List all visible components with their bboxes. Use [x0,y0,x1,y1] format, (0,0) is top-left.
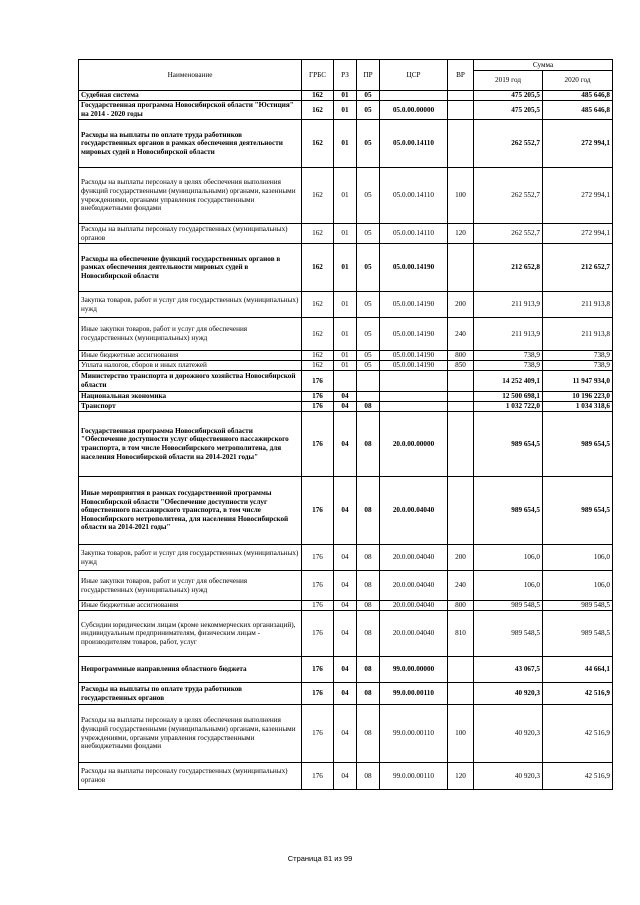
cell-csr: 05.0.00.14110 [380,224,448,244]
cell-2019: 12 500 698,1 [474,392,543,402]
cell-2020: 272 994,1 [543,224,613,244]
header-pr: ПР [357,60,380,91]
cell-vr [448,657,474,683]
cell-grbs: 162 [302,292,334,318]
cell-vr: 240 [448,571,474,601]
cell-2020: 989 654,5 [543,477,613,545]
cell-2020: 989 654,5 [543,412,613,477]
cell-pr: 08 [357,412,380,477]
cell-csr [380,371,448,392]
cell-rz: 01 [334,101,357,120]
budget-sheet [78,59,612,790]
cell-name: Расходы на выплаты персоналу государственных (муниципальных) органов [79,763,302,790]
cell-csr: 05.0.00.14190 [380,292,448,318]
cell-vr [448,371,474,392]
cell-2020: 10 196 223,0 [543,392,613,402]
cell-csr: 20.0.00.04040 [380,611,448,657]
cell-grbs: 162 [302,168,334,224]
cell-vr [448,683,474,705]
table-row [79,477,613,545]
cell-2020: 485 646,8 [543,101,613,120]
cell-pr [357,371,380,392]
cell-vr [448,392,474,402]
table-row [79,392,613,402]
cell-2019: 212 652,8 [474,244,543,292]
cell-pr: 05 [357,168,380,224]
cell-vr [448,120,474,168]
cell-csr: 99.0.00.00110 [380,705,448,763]
cell-grbs: 176 [302,412,334,477]
cell-csr: 05.0.00.14190 [380,244,448,292]
cell-rz: 04 [334,392,357,402]
cell-vr [448,91,474,101]
cell-csr: 99.0.00.00000 [380,657,448,683]
cell-grbs: 176 [302,402,334,412]
cell-grbs: 176 [302,657,334,683]
cell-grbs: 176 [302,601,334,611]
header-name: Наименование [79,60,302,91]
cell-pr: 08 [357,545,380,571]
cell-csr: 20.0.00.04040 [380,477,448,545]
cell-vr: 200 [448,545,474,571]
cell-2020: 485 646,8 [543,91,613,101]
cell-name: Иные закупки товаров, работ и услуг для обеспечения государственных (муниципальных) нужд [79,571,302,601]
cell-vr [448,402,474,412]
cell-2019: 40 920,3 [474,763,543,790]
cell-name: Расходы на выплаты персоналу государственных (муниципальных) органов [79,224,302,244]
table-row [79,318,613,351]
cell-rz: 04 [334,477,357,545]
cell-csr [380,392,448,402]
cell-pr: 08 [357,657,380,683]
cell-csr: 05.0.00.14190 [380,351,448,361]
cell-rz: 04 [334,763,357,790]
cell-csr: 99.0.00.00110 [380,763,448,790]
cell-grbs: 176 [302,392,334,402]
cell-rz: 04 [334,611,357,657]
cell-2019: 106,0 [474,545,543,571]
header-vr: ВР [448,60,474,91]
header-csr: ЦСР [380,60,448,91]
cell-2020: 989 548,5 [543,601,613,611]
page-footer: Страница 81 из 99 [287,854,353,863]
cell-name: Расходы на обеспечение функций государственных органов в рамках обеспечения деятельности мировых судей в Новосибирской области [79,244,302,292]
cell-name: Государственная программа Новосибирской области "Юстиция" на 2014 - 2020 годы [79,101,302,120]
cell-2020: 211 913,8 [543,318,613,351]
cell-csr: 05.0.00.14110 [380,168,448,224]
cell-grbs: 162 [302,351,334,361]
cell-grbs: 162 [302,244,334,292]
cell-rz: 04 [334,657,357,683]
cell-name: Иные бюджетные ассигнования [79,601,302,611]
cell-grbs: 162 [302,120,334,168]
table-header [79,60,613,91]
table-row [79,101,613,120]
cell-2019: 40 920,3 [474,683,543,705]
cell-rz: 01 [334,224,357,244]
cell-2020: 42 516,9 [543,705,613,763]
cell-name: Судебная система [79,91,302,101]
cell-vr: 200 [448,292,474,318]
cell-rz [334,371,357,392]
cell-grbs: 176 [302,705,334,763]
table-row [79,611,613,657]
header-rz: РЗ [334,60,357,91]
header-year-2020: 2020 год [543,71,613,91]
table-row [79,371,613,392]
cell-grbs: 162 [302,101,334,120]
table-body [79,91,613,790]
table-row [79,244,613,292]
cell-rz: 01 [334,91,357,101]
cell-name: Министерство транспорта и дорожного хозяйства Новосибирской области [79,371,302,392]
cell-2020: 211 913,8 [543,292,613,318]
cell-2019: 262 552,7 [474,120,543,168]
cell-2020: 11 947 934,0 [543,371,613,392]
cell-grbs: 176 [302,571,334,601]
cell-rz: 04 [334,545,357,571]
cell-2019: 989 548,5 [474,601,543,611]
cell-2020: 738,9 [543,351,613,361]
cell-vr: 800 [448,351,474,361]
cell-name: Иные бюджетные ассигнования [79,351,302,361]
cell-name: Непрограммные направления областного бюджета [79,657,302,683]
table-row [79,601,613,611]
cell-2019: 738,9 [474,361,543,371]
cell-pr: 08 [357,402,380,412]
cell-2019: 989 654,5 [474,477,543,545]
cell-vr [448,101,474,120]
table-row [79,412,613,477]
cell-2019: 1 032 722,0 [474,402,543,412]
cell-vr [448,412,474,477]
cell-pr: 05 [357,244,380,292]
cell-csr: 05.0.00.14110 [380,120,448,168]
cell-2020: 272 994,1 [543,120,613,168]
cell-pr: 05 [357,351,380,361]
cell-rz: 04 [334,402,357,412]
cell-pr: 08 [357,705,380,763]
cell-name: Субсидии юридическим лицам (кроме некоммерческих организаций), индивидуальным предпринимателям, физическим лицам - производителям товаров, работ, услуг [79,611,302,657]
cell-pr: 05 [357,292,380,318]
cell-2020: 1 034 318,6 [543,402,613,412]
cell-pr [357,392,380,402]
cell-vr: 850 [448,361,474,371]
cell-grbs: 176 [302,683,334,705]
table-row [79,224,613,244]
cell-csr: 20.0.00.00000 [380,412,448,477]
table-row [79,351,613,361]
cell-2020: 738,9 [543,361,613,371]
cell-rz: 01 [334,361,357,371]
header-year-2019: 2019 год [474,71,543,91]
cell-2020: 44 664,1 [543,657,613,683]
cell-grbs: 162 [302,318,334,351]
cell-name: Транспорт [79,402,302,412]
cell-name: Уплата налогов, сборов и иных платежей [79,361,302,371]
cell-2020: 212 652,7 [543,244,613,292]
cell-vr: 240 [448,318,474,351]
cell-2019: 14 252 409,1 [474,371,543,392]
table-row [79,120,613,168]
cell-pr: 05 [357,224,380,244]
cell-csr: 20.0.00.04040 [380,545,448,571]
table-row [79,683,613,705]
cell-pr: 05 [357,91,380,101]
table-row [79,292,613,318]
cell-2019: 262 552,7 [474,168,543,224]
cell-vr [448,477,474,545]
cell-2020: 989 548,5 [543,611,613,657]
cell-rz: 04 [334,705,357,763]
budget-table [78,59,613,790]
cell-name: Иные закупки товаров, работ и услуг для обеспечения государственных (муниципальных) нужд [79,318,302,351]
cell-pr: 08 [357,611,380,657]
cell-grbs: 176 [302,477,334,545]
cell-name: Расходы на выплаты по оплате труда работников государственных органов в рамках обеспечения деятельности мировых судей в Новосибирской области [79,120,302,168]
cell-pr: 08 [357,601,380,611]
cell-rz: 04 [334,601,357,611]
cell-vr: 800 [448,601,474,611]
table-row [79,91,613,101]
cell-name: Национальная экономика [79,392,302,402]
cell-pr: 08 [357,477,380,545]
cell-rz: 01 [334,318,357,351]
cell-name: Расходы на выплаты по оплате труда работников государственных органов [79,683,302,705]
cell-pr: 05 [357,318,380,351]
cell-2020: 272 994,1 [543,168,613,224]
table-row [79,657,613,683]
cell-name: Расходы на выплаты персоналу в целях обеспечения выполнения функций государственными (муниципальными) органами, казенными учреждениями, органами управления государственными внебюджетными фондами [79,705,302,763]
cell-pr: 08 [357,763,380,790]
table-row [79,571,613,601]
cell-rz: 01 [334,120,357,168]
header-grbs: ГРБС [302,60,334,91]
cell-2019: 989 548,5 [474,611,543,657]
cell-2019: 211 913,9 [474,292,543,318]
cell-name: Государственная программа Новосибирской области "Обеспечение доступности услуг общественного пассажирского транспорта, в том числе Новосибирского метрополитена, для населения Новосибирской области на 2014-2021 годы" [79,412,302,477]
table-row [79,168,613,224]
cell-vr: 100 [448,705,474,763]
cell-name: Закупка товаров, работ и услуг для государственных (муниципальных) нужд [79,292,302,318]
cell-rz: 01 [334,244,357,292]
cell-rz: 01 [334,351,357,361]
cell-vr: 120 [448,763,474,790]
cell-2020: 106,0 [543,571,613,601]
cell-rz: 01 [334,292,357,318]
cell-grbs: 162 [302,224,334,244]
cell-pr: 05 [357,101,380,120]
cell-2019: 211 913,9 [474,318,543,351]
cell-rz: 04 [334,683,357,705]
cell-2020: 106,0 [543,545,613,571]
cell-rz: 04 [334,412,357,477]
cell-vr: 100 [448,168,474,224]
cell-grbs: 176 [302,545,334,571]
cell-csr: 05.0.00.00000 [380,101,448,120]
cell-csr: 05.0.00.14190 [380,361,448,371]
cell-grbs: 162 [302,91,334,101]
cell-grbs: 176 [302,371,334,392]
table-row [79,545,613,571]
cell-pr: 08 [357,683,380,705]
cell-2019: 738,9 [474,351,543,361]
cell-pr: 05 [357,361,380,371]
cell-2019: 262 552,7 [474,224,543,244]
cell-name: Расходы на выплаты персоналу в целях обеспечения выполнения функций государственными (муниципальными) органами, казенными учреждениями, органами управления государственными внебюджетными фондами [79,168,302,224]
cell-name: Закупка товаров, работ и услуг для государственных (муниципальных) нужд [79,545,302,571]
cell-csr: 05.0.00.14190 [380,318,448,351]
header-sum: Сумма [474,60,613,71]
cell-2019: 40 920,3 [474,705,543,763]
cell-2020: 42 516,9 [543,683,613,705]
cell-vr: 810 [448,611,474,657]
cell-2019: 475 205,5 [474,91,543,101]
cell-csr [380,402,448,412]
cell-grbs: 176 [302,611,334,657]
cell-rz: 04 [334,571,357,601]
cell-pr: 08 [357,571,380,601]
cell-grbs: 162 [302,361,334,371]
table-row [79,705,613,763]
cell-vr: 120 [448,224,474,244]
cell-2019: 989 654,5 [474,412,543,477]
table-row [79,361,613,371]
cell-2020: 42 516,9 [543,763,613,790]
cell-csr [380,91,448,101]
table-row [79,402,613,412]
cell-csr: 20.0.00.04040 [380,601,448,611]
cell-vr [448,244,474,292]
cell-2019: 106,0 [474,571,543,601]
cell-rz: 01 [334,168,357,224]
cell-csr: 20.0.00.04040 [380,571,448,601]
cell-2019: 43 067,5 [474,657,543,683]
cell-pr: 05 [357,120,380,168]
cell-2019: 475 205,5 [474,101,543,120]
cell-name: Иные мероприятия в рамках государственной программы Новосибирской области "Обеспечение доступности услуг общественного пассажирского транспорта, в том числе Новосибирского метрополитена, для населения Новосибирской области на 2014-2021 годы" [79,477,302,545]
table-row [79,763,613,790]
cell-csr: 99.0.00.00110 [380,683,448,705]
cell-grbs: 176 [302,763,334,790]
